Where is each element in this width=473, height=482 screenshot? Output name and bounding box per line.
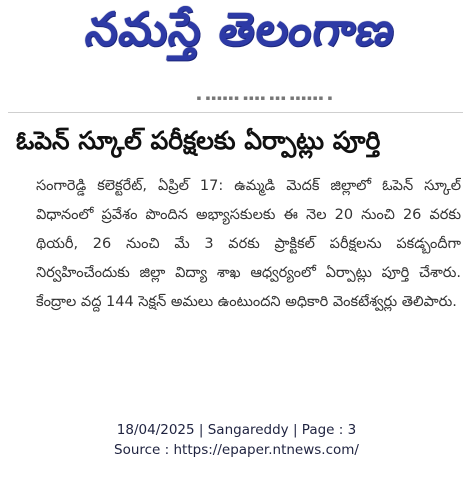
newspaper-logo: నమస్తే తెలంగాణ (82, 2, 400, 56)
masthead-divider (8, 112, 463, 113)
newspaper-masthead (0, 0, 473, 100)
article-body: సంగారెడ్డి కలెక్టరేట్‌, ఏప్రిల్‌ 17: ఉమ్మడి మెదక్‌ జిల్లాలో ఓపెన్‌ స్కూల్‌ విధానంలో ప్రవేశం పొందిన అభ్యాసకులకు ఈ నెల 20 నుంచి 26 వరకు థియరీ, 26 నుంచి మే 3 వరకు ప్రాక్టికల్‌ పరీక్షలను పకడ్బందీగా నిర్వహించేందుకు జిల్లా విద్యా శాఖ ఆధ్వర్యంలో ఏర్పాట్లు పూర్తి చేశారు. కేంద్రాల వద్ద 144 సెక్షన్‌ అమలు ఉంటుందని అధికారి వెంకటేశ్వర్లు తెలిపారు. (36, 178, 461, 310)
masthead-subtext: ▪ ▪▪▪▪▪▪ ▪▪▪▪ ▪▪▪ ▪▪▪▪▪▪ ▪ (196, 94, 334, 102)
source-link[interactable]: Source : https://epaper.ntnews.com/ (114, 442, 359, 458)
clipping-footer (0, 420, 473, 460)
dateline: 18/04/2025 | Sangareddy | Page : 3 (116, 422, 357, 438)
article-headline: ఓపెన్‌ స్కూల్‌ పరీక్షలకు ఏర్పాట్లు పూర్తి (16, 126, 381, 155)
